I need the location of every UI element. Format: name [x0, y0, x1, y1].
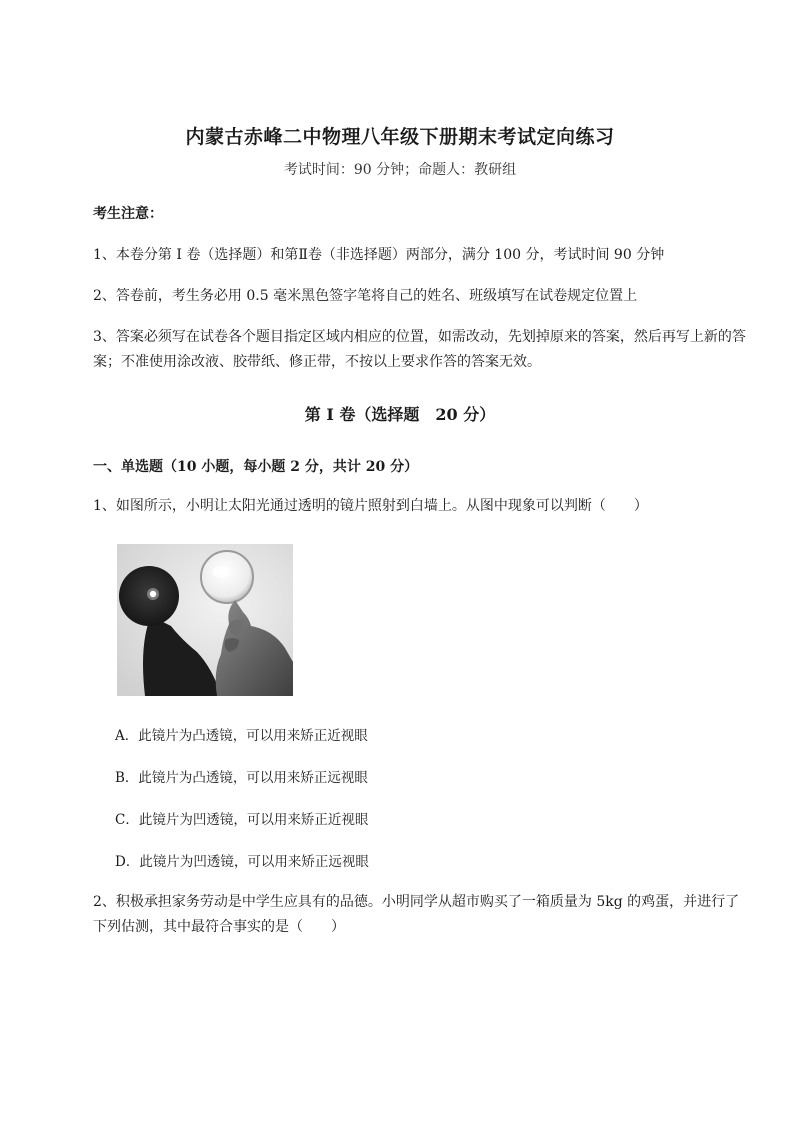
lens-projection-photo: [117, 544, 293, 696]
section-title: 第 I 卷（选择题 20 分）: [304, 405, 496, 424]
question-1-option-d[interactable]: D．此镜片为凹透镜，可以用来矫正远视眼: [115, 854, 369, 870]
question-2-stem: 2、积极承担家务劳动是中学生应具有的品德。小明同学从超市购买了一箱质量为 5kg 的鸡蛋，并进行了下列估测，其中最符合事实的是（ ）: [93, 894, 740, 935]
notice-heading: 考生注意：: [93, 206, 163, 222]
exam-subtitle: 考试时间：90 分钟；命题人：教研组: [283, 162, 517, 178]
notice-item-2: 2、答卷前，考生务必用 0.5 毫米黑色签字笔将自己的姓名、班级填写在试卷规定位置上: [93, 288, 638, 304]
question-1-option-c[interactable]: C．此镜片为凹透镜，可以用来矫正近视眼: [115, 812, 369, 828]
question-1-option-a[interactable]: A．此镜片为凸透镜，可以用来矫正近视眼: [115, 728, 368, 744]
notice-item-3: 3、答案必须写在试卷各个题目指定区域内相应的位置，如需改动，先划掉原来的答案，然后再写上新的答案；不准使用涂改液、胶带纸、修正带，不按以上要求作答的答案无效。: [93, 329, 746, 370]
part-heading: 一、单选题（10 小题，每小题 2 分，共计 20 分）: [93, 459, 419, 475]
question-1-stem: 1、如图所示，小明让太阳光通过透明的镜片照射到白墙上。从图中现象可以判断（ ）: [93, 498, 648, 514]
question-1-option-b[interactable]: B．此镜片为凸透镜，可以用来矫正远视眼: [115, 770, 368, 786]
exam-title: 内蒙古赤峰二中物理八年级下册期末考试定向练习: [185, 126, 615, 148]
notice-item-1: 1、本卷分第 I 卷（选择题）和第Ⅱ卷（非选择题）两部分，满分 100 分，考试时间 90 分钟: [93, 247, 665, 263]
